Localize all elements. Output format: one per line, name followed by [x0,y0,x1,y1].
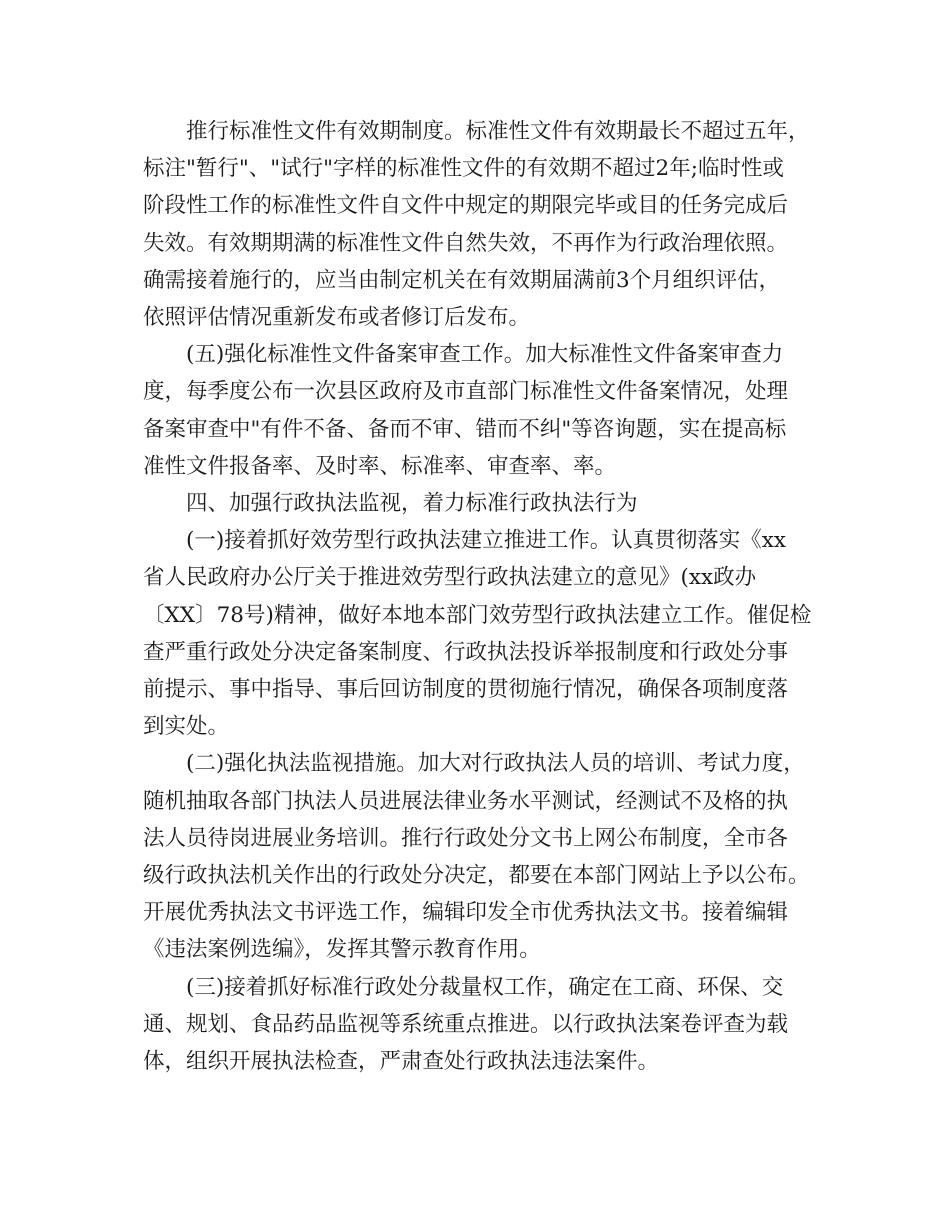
document-body [143,113,826,1080]
paragraph-discretion-standards: (三)接着抓好标准行政处分裁量权工作，确定在工商、环保、交 通、规划、食品药品监视等系统重点推进。以行政执法案卷评查为载 体，组织开展执法检查，严肃查处行政执法违法案件。 [143,974,789,1075]
paragraph-supervision-measures: (二)强化执法监视措施。加大对行政执法人员的培训、考试力度， 随机抽取各部门执法人员进展法律业务水平测试，经测试不及格的执 法人员待岗进展业务培训。推行行政处分文书上网公布制度，全市各 级行政执法机关作出的行政处分决定，都要在本部门网站上予以公布。 开展优秀执法文书评选工作，编辑印发全市优秀执法文书。接着编辑 《违法案例选编》，发挥其警示教育作用。 [143,751,810,963]
paragraph-filing-review: (五)强化标准性文件备案审查工作。加大标准性文件备案审查力 度，每季度公布一次县区政府及市直部门标准性文件备案情况，处理 备案审查中"有件不备、备而不审、错而不纠"等咨询题，实在提高标 准性文件报备率、及时率、标准率、审查率、率。 [143,342,789,479]
paragraph-validity-period: 推行标准性文件有效期制度。标准性文件有效期最长不超过五年， 标注"暂行"、"试行"字样的标准性文件的有效期不超过2年;临时性或 阶段性工作的标准性文件自文件中规定的期限完毕或目的任务完成后 失效。有效期期满的标准性文件自然失效，不再作为行政治理依照。 确需接着施行的，应当由制定机关在有效期届满前3个月组织评估， 依照评估情况重新发布或者修订后发布。 [143,119,810,331]
section-heading-enforcement-supervision: 四、加强行政执法监视，着力标准行政执法行为 [186,491,638,517]
paragraph-service-enforcement: (一)接着抓好效劳型行政执法建立推进工作。认真贯彻落实《xx 省人民政府办公厅关于推进效劳型行政执法建立的意见》(xx政办 〔XX〕78号)精神，做好本地本部门效劳型行政执法建立工作。催促检 查严重行政处分决定备案制度、行政执法投诉举报制度和行政处分事 前提示、事中指导、事后回访制度的贯彻施行情况，确保各项制度落 到实处。 [143,528,812,740]
